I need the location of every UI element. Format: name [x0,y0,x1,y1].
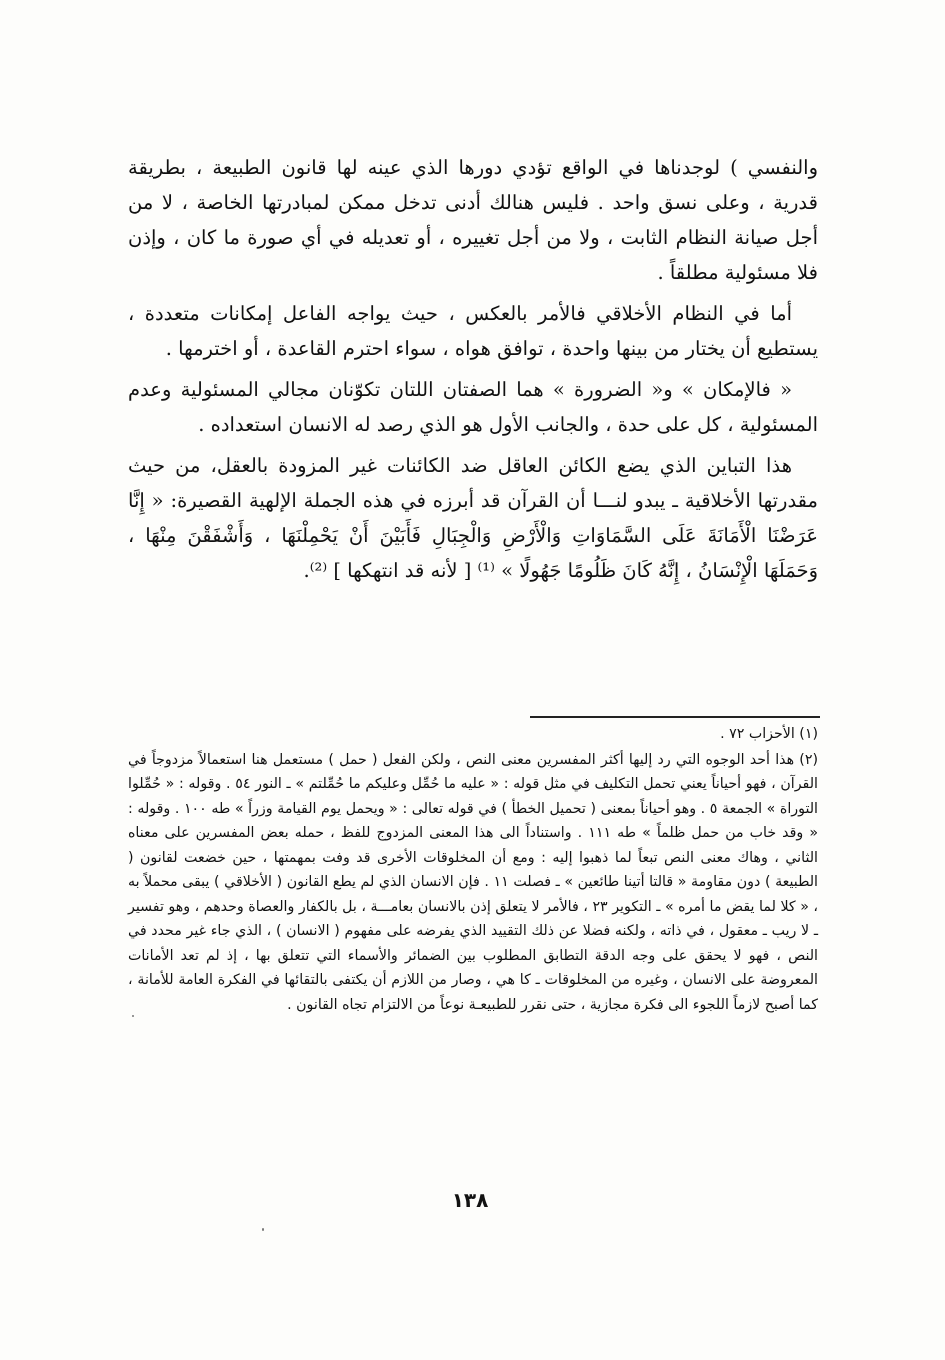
scan-speck [132,1015,134,1017]
page-number: ١٣٨ [451,1188,489,1212]
paragraph-1: والنفسي ) لوجدناها في الواقع تؤدي دورها الذي عينه لها قانون الطبيعة ، بطريقة قدرية ، وعلى نسق واحد . فليس هنالك أدنى تدخل ممكن لمبادرتها الخاصة ، لا من أجل صيانة النظام الثابت ، ولا من أجل تغييره ، أو تعديله في أي صورة ما كان ، وإذن فلا مسئولية مطلقاً . [128,156,818,284]
main-text [128,150,818,594]
scan-speck [262,1228,264,1231]
paragraph-4: هذا التباين الذي يضع الكائن العاقل ضد الكائنات غير المزودة بالعقل، من حيث مقدرتها الأخلاقية ـ يبدو لنـــا أن القرآن قد أبرزه في هذه الجملة الإلهية القصيرة: « إِنَّا عَرَضْنَا الْأَمَانَةَ عَلَى السَّمَاوَاتِ وَالْأَرْضِ وَالْجِبَالِ فَأَبَيْنَ أَنْ يَحْمِلْنَهَا ، وَأَشْفَقْنَ مِنْهَا ، وَحَمَلَهَا الْإِنْسَانُ ، إِنَّهُ كَانَ ظَلُومًا جَهُولًا » ⁽¹⁾ [ لأنه قد انتهكها ] ⁽²⁾. [128,454,818,582]
footnote-1: (١) الأحزاب ٧٢ . [720,726,818,742]
footnote-2: (٢) هذا أحد الوجوه التي رد إليها أكثر المفسرين معنى النص ، ولكن الفعل ( حمل ) مستعمل هنا استعمالاً مزدوجاً في القرآن ، فهو أحياناً يعني تحمل التكليف في مثل قوله : « عليه ما حُمِّل وعليكم ما حُمِّلتم » ـ النور ٥٤ . وقوله : « حُمِّلوا التوراة » الجمعة ٥ . وهو أحياناً بمعنى ( تحميل الخطأ ) في قوله تعالى : « ويحمل يوم القيامة وزراً » طه ١٠٠ . وقوله : « وقد خاب من حمل ظلماً » طه ١١١ . واستناداً الى هذا المعنى المزدوج للفظ ، حمله بعض المفسرين على معناه الثاني ، وهاك معنى النص تبعاً لما ذهبوا إليه : ومع أن المخلوقات الأخرى قد وفت بمهمتها ، حين خضعت لقانون ( الطبيعة ) دون مقاومة « قالتا أتينا طائعين » ـ فصلت ١١ . فإن الانسان الذي لم يطع القانون ( الأخلاقي ) يبقى محملاً به ، « كلا لما يقض ما أمره » ـ التكوير ٢٣ ، فالأمر لا يتعلق إذن بالانسان بعامـــة ، بل بالكفار والعصاة وحدهم ، وهو تفسير ـ لا ريب ـ معقول ، في ذاته ، ولكنه فضلا عن ذلك التقييد الذي يفرضه على مفهوم ( الانسان ) ، الذي جاء غير محدد في النص ، فهو لا يحقق على وجه الدقة التطابق المطلوب بين الضمائر والأسماء التي تتعلق بها ، إذ لم تعد الأمانات المعروضة على الانسان ، وغيره من المخلوقات ـ كا هي ، وصار من اللازم أن يكتفى بالتقائها في الفكرة العامة للأمانة ، كما أصبح لازماً اللجوء الى فكرة مجازية ، حتى نقرر للطبيعـة نوعاً من الالتزام تجاه القانون . [128,751,819,1013]
paragraph-2: أما في النظام الأخلاقي فالأمر بالعكس ، حيث يواجه الفاعل إمكانات متعددة ، يستطيع أن يختار من بينها واحدة ، توافق هواه ، سواء احترم القاعدة ، أو اخترمها . [128,302,818,360]
footnotes [128,722,818,1017]
footnote-separator [530,716,820,718]
paragraph-3: « فالإمكان » و« الضرورة » هما الصفتان اللتان تكوّنان مجالي المسئولية وعدم المسئولية ، كل على حدة ، والجانب الأول هو الذي رصد له الانسان استعداده . [128,378,818,436]
